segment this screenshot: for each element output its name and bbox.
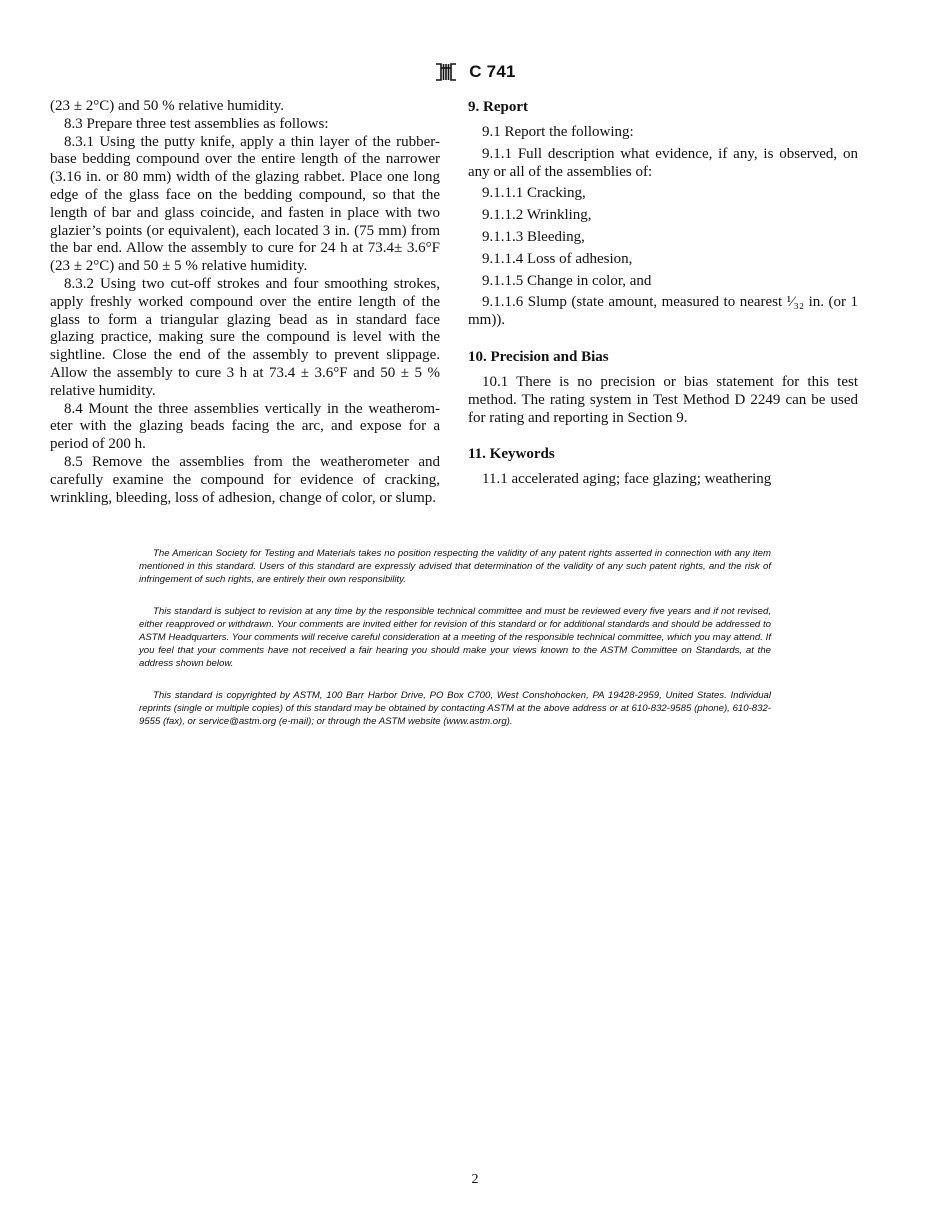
list-item: 9.1.1.2 Wrinkling, (482, 207, 592, 224)
page-header (0, 60, 950, 84)
paragraph: 8.3 Prepare three test assemblies as follows: (64, 115, 329, 132)
paragraph: 9.1.1 Full description what evidence, if any, is observed, on any or all of the assemblies of: (468, 145, 858, 180)
astm-logo-icon (434, 60, 458, 84)
paragraph: 8.4 Mount the three assemblies vertically in the weatherom-eter with the glazing beads facing the arc, and expose for a period of 200 h. (50, 400, 440, 453)
list-item: 9.1.1.1 Cracking, (482, 185, 586, 202)
section-heading-keywords: 11. Keywords (468, 446, 555, 463)
paragraph: 11.1 accelerated aging; face glazing; weathering (482, 471, 772, 488)
right-column (468, 98, 858, 493)
page-number: 2 (471, 1172, 479, 1187)
patent-notice: The American Society for Testing and Materials takes no position respecting the validity of any patent rights asserted in connection with any item mentioned in this standard. Users of this standard are expressly advised that determination of the validity of any such patent rights, and the risk of infringement of such rights, are entirely their own responsibility. (139, 548, 771, 586)
section-heading-precision: 10. Precision and Bias (468, 348, 609, 365)
designation: C 741 (469, 62, 516, 81)
revision-notice: This standard is subject to revision at any time by the responsible technical committee and must be reviewed every five years and if not revised, either reapproved or withdrawn. Your comments are invited either for revision of this standard or for additional standards and should be addressed to ASTM Headquarters. Your comments will receive careful consideration at a meeting of the responsible technical committee, which you may attend. If you feel that your comments have not received a fair hearing you should make your views known to the ASTM Committee on Standards, at the address shown below. (139, 605, 771, 670)
paragraph: 8.3.2 Using two cut-off strokes and four smoothing strokes, apply freshly worked compound over the entire length of the glass to form a triangular glazing bead as in standard face glazing practice, making sure the compound is level with the sightline. Close the end of the assembly to prevent slippage. Allow the assembly to cure 3 h at 73.4 ± 3.6°F and 50 ± 5 % relative humidity. (50, 275, 440, 399)
paragraph: 8.5 Remove the assemblies from the weatherometer and carefully examine the compound for evidence of cracking, wrinkling, bleeding, loss of adhesion, change of color, or slump. (50, 453, 440, 506)
paragraph: 10.1 There is no precision or bias statement for this test method. The rating system in Test Method D 2249 can be used for rating and reporting in Section 9. (468, 373, 858, 426)
paragraph: 9.1 Report the following: (482, 124, 634, 140)
legal-notices (139, 547, 771, 746)
copyright-notice: This standard is copyrighted by ASTM, 100 Barr Harbor Drive, PO Box C700, West Conshohocken, PA 19428-2959, United States. Individual reprints (single or multiple copies) of this standard may be obtained by contacting ASTM at the above address or at 610-832-9585 (phone), 610-832-9555 (fax), or service@astm.org (e-mail); or through the ASTM website (www.astm.org). (139, 689, 771, 728)
list-item: 9.1.1.6 Slump (state amount, measured to nearest ¹⁄₃₂ in. (or 1 mm)). (468, 294, 858, 329)
list-item: 9.1.1.4 Loss of adhesion, (482, 250, 633, 267)
paragraph: (23 ± 2°C) and 50 % relative humidity. (50, 98, 285, 114)
list-item: 9.1.1.3 Bleeding, (482, 228, 585, 245)
left-column (50, 98, 440, 507)
list-item: 9.1.1.5 Change in color, and (482, 272, 652, 289)
paragraph: 8.3.1 Using the putty knife, apply a thin layer of the rubber-base bedding compound over the entire length of the narrower (3.16 in. or 80 mm) width of the glazing rabbet. Place one long edge of the glass face on the bedding compound, so that the length of bar and glass coincide, and fasten in place with two glazier’s points (or equivalent), each located 3 in. (75 mm) from the bar end. Allow the assembly to cure for 24 h at 73.4± 3.6°F (23 ± 2°C) and 50 ± 5 % relative humidity. (50, 133, 440, 275)
section-heading-report: 9. Report (468, 99, 528, 115)
